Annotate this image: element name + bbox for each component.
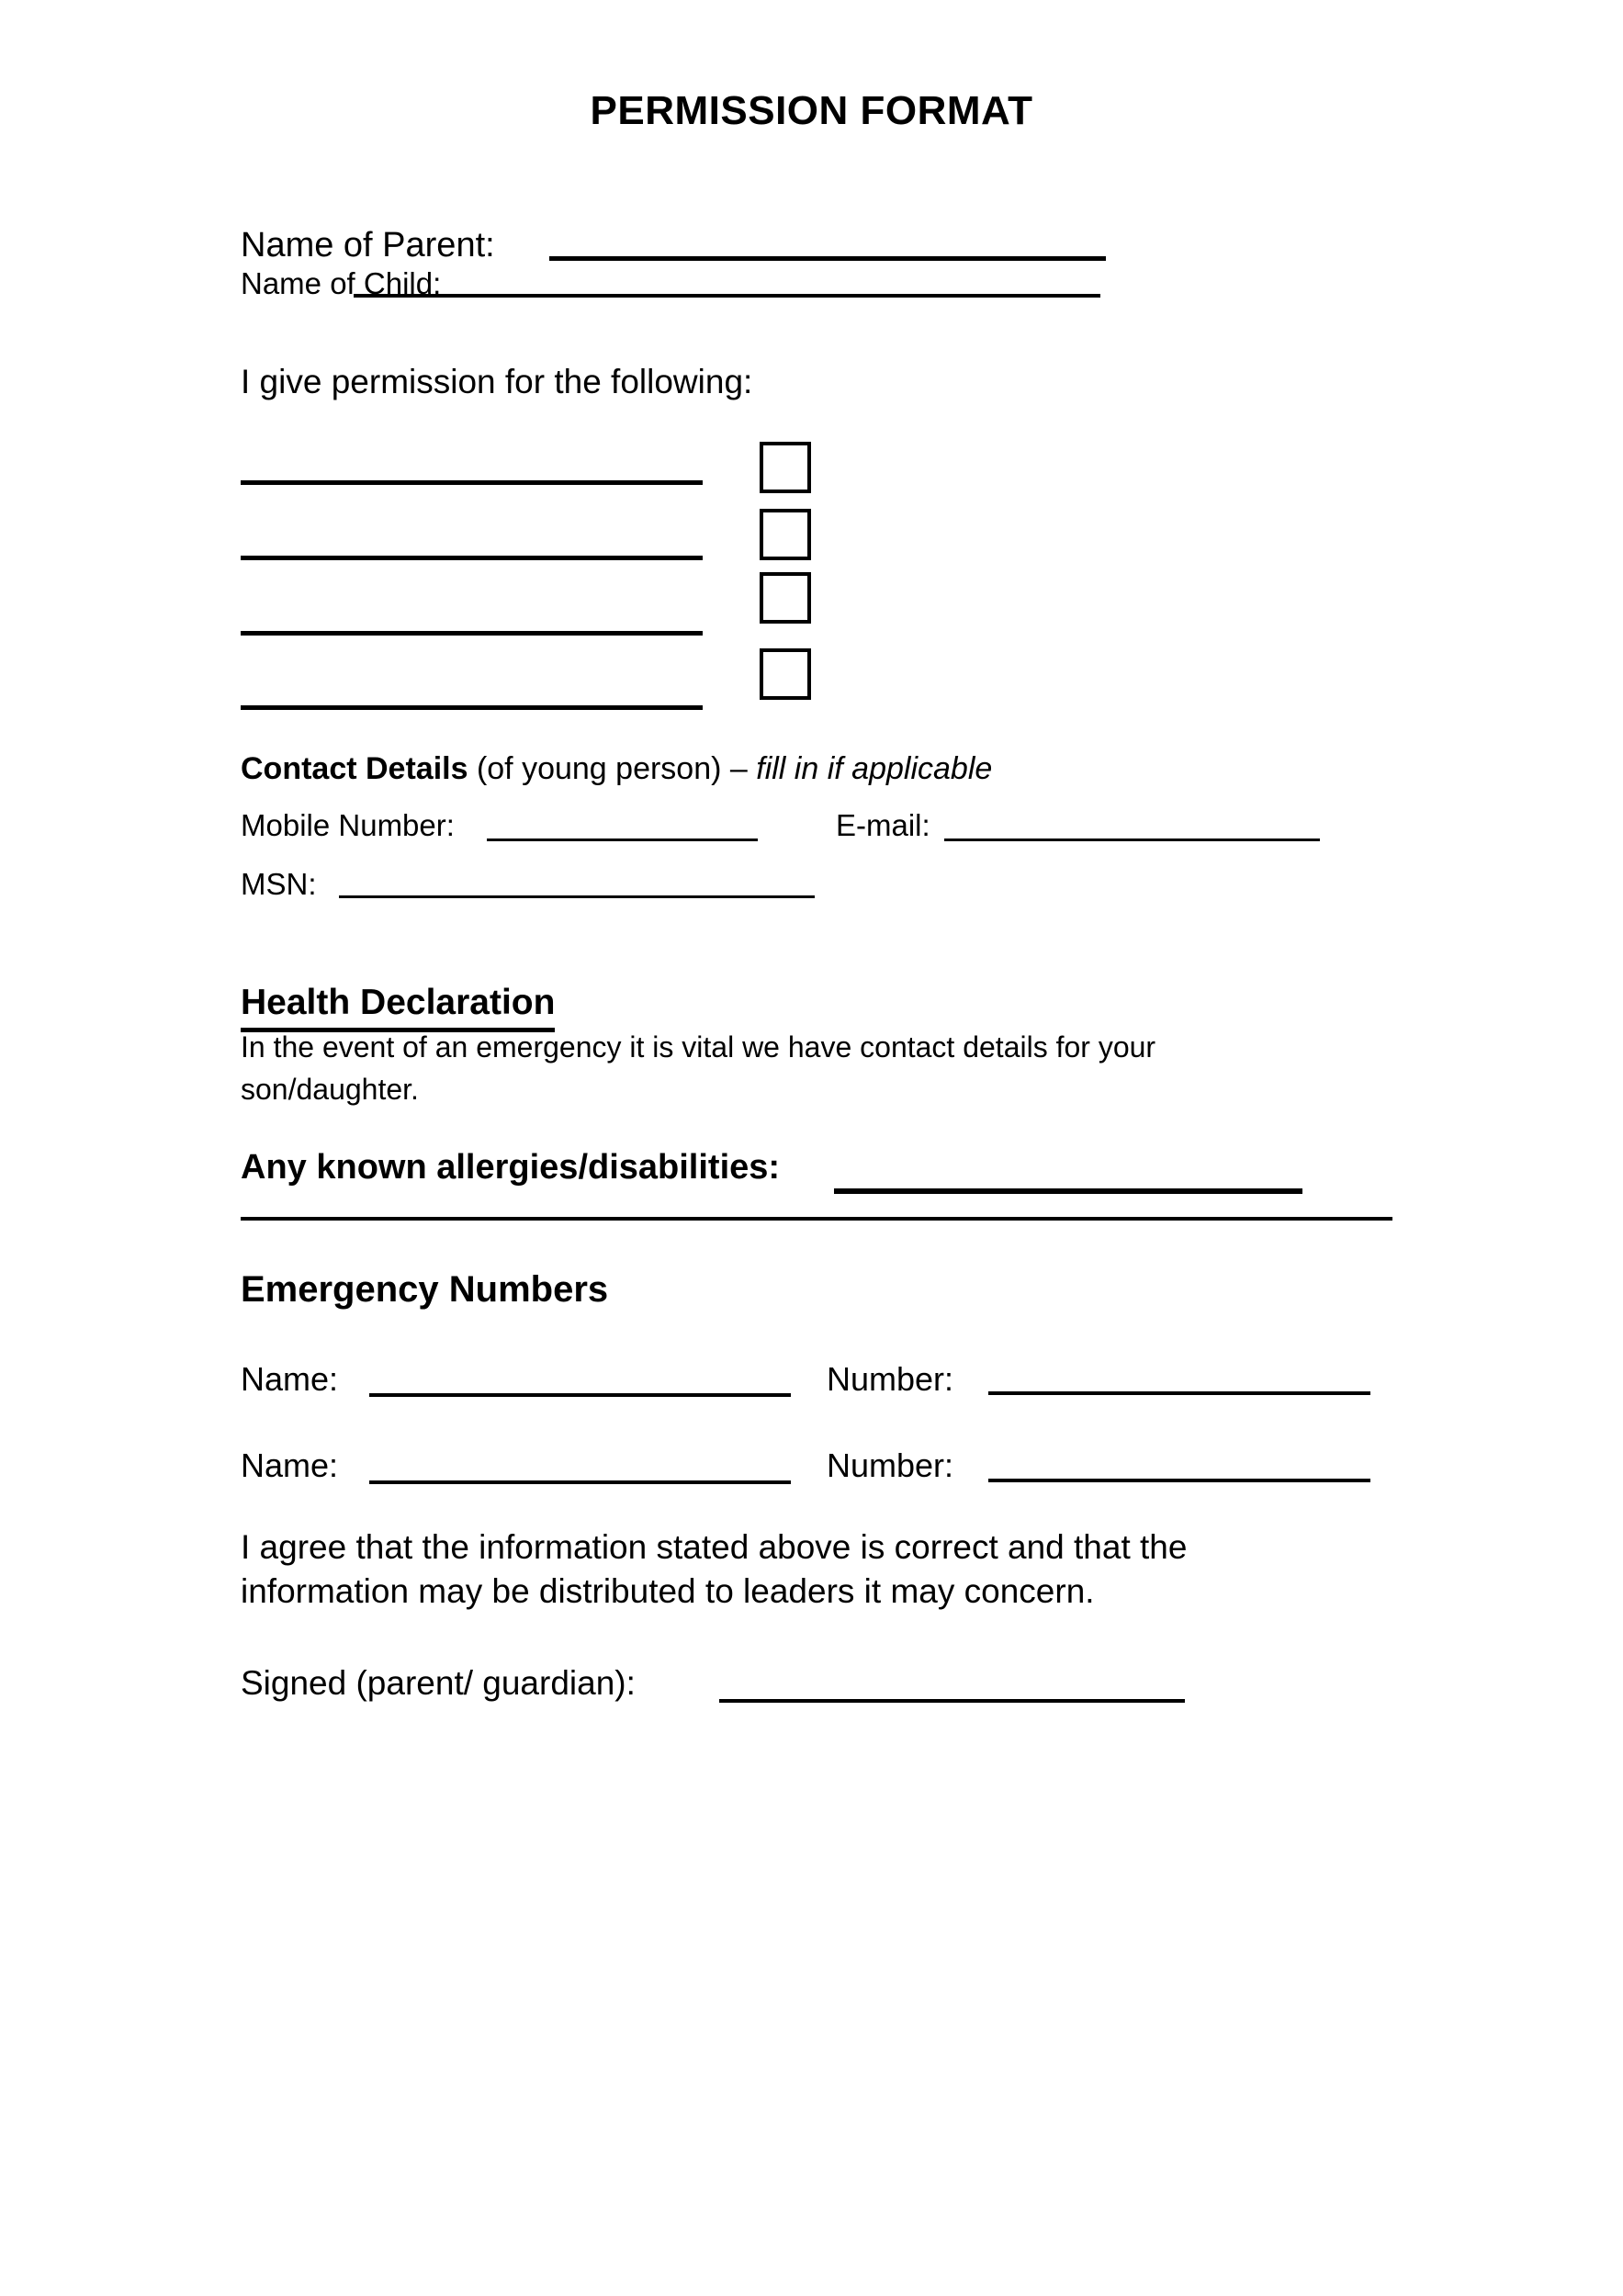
contact-details-heading-bold: Contact Details <box>241 751 468 786</box>
emergency-number-field-2[interactable] <box>988 1479 1370 1482</box>
emergency-name-label-2: Name: <box>241 1446 339 1484</box>
name-of-child-label: Name of Child: <box>241 266 442 300</box>
permission-checkbox-1[interactable] <box>760 442 811 493</box>
permission-checkbox-2[interactable] <box>760 509 811 560</box>
health-declaration-text-line1: In the event of an emergency it is vital we have contact details for your <box>241 1030 1156 1064</box>
contact-details-heading <box>241 751 992 787</box>
name-of-parent-field[interactable] <box>549 256 1106 261</box>
emergency-name-field-2[interactable] <box>369 1480 791 1484</box>
agreement-text-line1: I agree that the information stated above is correct and that the <box>241 1528 1188 1566</box>
emergency-name-field-1[interactable] <box>369 1393 791 1397</box>
emergency-number-label-1: Number: <box>827 1360 954 1398</box>
signed-label: Signed (parent/ guardian): <box>241 1664 636 1702</box>
health-declaration-heading: Health Declaration <box>241 983 555 1032</box>
permission-checkbox-3[interactable] <box>760 572 811 624</box>
contact-details-heading-italic: fill in if applicable <box>756 751 993 786</box>
mobile-number-label: Mobile Number: <box>241 808 455 842</box>
permission-item-field-3[interactable] <box>241 631 703 636</box>
email-label: E-mail: <box>836 808 930 842</box>
allergies-label: Any known allergies/disabilities: <box>241 1148 781 1187</box>
msn-field[interactable] <box>339 895 815 898</box>
emergency-number-label-2: Number: <box>827 1446 954 1484</box>
mobile-number-field[interactable] <box>487 838 758 841</box>
permission-item-field-1[interactable] <box>241 480 703 485</box>
section-divider <box>241 1217 1392 1221</box>
permission-checkbox-4[interactable] <box>760 648 811 700</box>
allergies-field[interactable] <box>834 1188 1302 1194</box>
permission-intro: I give permission for the following: <box>241 363 753 400</box>
agreement-text-line2: information may be distributed to leaders it may concern. <box>241 1572 1095 1610</box>
health-declaration-text-line2: son/daughter. <box>241 1073 419 1106</box>
emergency-number-field-1[interactable] <box>988 1391 1370 1395</box>
permission-item-field-4[interactable] <box>241 705 703 710</box>
name-of-parent-label: Name of Parent: <box>241 226 495 264</box>
msn-label: MSN: <box>241 867 317 901</box>
emergency-name-label-1: Name: <box>241 1360 339 1398</box>
emergency-numbers-heading: Emergency Numbers <box>241 1269 609 1310</box>
page-title: PERMISSION FORMAT <box>590 88 1033 133</box>
contact-details-heading-regular: (of young person) – <box>476 751 748 786</box>
name-of-child-field[interactable] <box>354 294 1100 298</box>
email-field[interactable] <box>944 838 1320 841</box>
signature-field[interactable] <box>719 1699 1185 1703</box>
permission-item-field-2[interactable] <box>241 556 703 560</box>
